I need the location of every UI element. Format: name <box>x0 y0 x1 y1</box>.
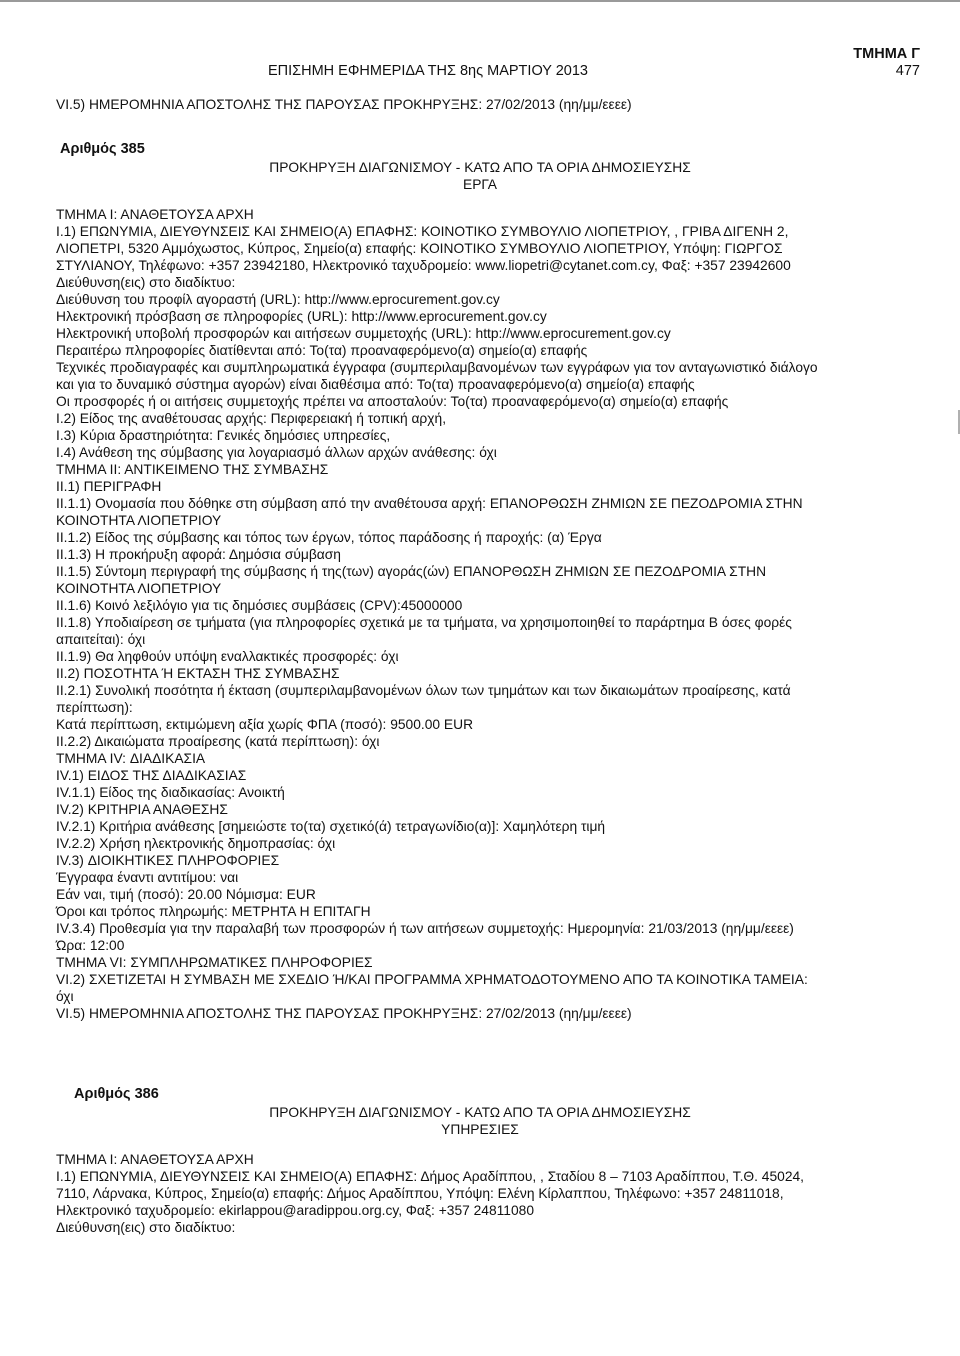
notice-385-title: ΠΡΟΚΗΡΥΞΗ ΔΙΑΓΩΝΙΣΜΟΥ - ΚΑΤΩ ΑΠΟ ΤΑ ΟΡΙΑ ΔΗΜΟΣΙΕΥΣΗΣ <box>269 160 691 175</box>
page-number: 477 <box>895 63 920 79</box>
text-line: IV.2.1) Κριτήρια ανάθεσης [σημειώστε το(τα) σχετικό(ά) τετραγωνίδιο(α)]: Χαμηλότερη τιμή <box>56 819 606 834</box>
text-line: VI.5) ΗΜΕΡΟΜΗΝΙΑ ΑΠΟΣΤΟΛΗΣ ΤΗΣ ΠΑΡΟΥΣΑΣ ΠΡΟΚΗΡΥΞΗΣ: 27/02/2013 (ηη/μμ/εεεε) <box>56 1006 632 1021</box>
text-line: Ι.4) Ανάθεση της σύμβασης για λογαριασμό άλλων αρχών ανάθεσης: όχι <box>56 445 497 460</box>
text-line: IV.1) ΕΙΔΟΣ ΤΗΣ ΔΙΑΔΙΚΑΣΙΑΣ <box>56 768 247 783</box>
text-line: Διεύθυνση του προφίλ αγοραστή (URL): http://www.eprocurement.gov.cy <box>56 292 500 307</box>
gazette-title: ΕΠΙΣΗΜΗ ΕΦΗΜΕΡΙΔΑ ΤΗΣ 8ης ΜΑΡΤΙΟΥ 2013 <box>268 63 588 79</box>
text-line: ΙΙ.2) ΠΟΣΟΤΗΤΑ Ή ΕΚΤΑΣΗ ΤΗΣ ΣΥΜΒΑΣΗΣ <box>56 666 340 681</box>
text-line: Περαιτέρω πληροφορίες διατίθενται από: Το(τα) προαναφερόμενο(α) σημείο(α) επαφής <box>56 343 588 358</box>
text-line: ΚΟΙΝΟΤΗΤΑ ΛΙΟΠΕΤΡΙΟΥ <box>56 581 222 596</box>
text-line: ΙΙ.1.1) Ονομασία που δόθηκε στη σύμβαση από την αναθέτουσα αρχή: ΕΠΑΝΟΡΘΩΣΗ ΖΗΜΙΩΝ ΣΕ ΠΕΖΟΔΡΟΜΙΑ ΣΤΗΝ <box>56 496 803 511</box>
text-line: όχι <box>56 989 74 1004</box>
text-line: Ι.1) ΕΠΩΝΥΜΙΑ, ΔΙΕΥΘΥΝΣΕΙΣ ΚΑΙ ΣΗΜΕΙΟ(Α) ΕΠΑΦΗΣ: Δήμος Αραδίππου, , Σταδίου 8 – 7103 Αραδίππου, Τ.Θ. 45024, <box>56 1169 804 1184</box>
text-line: IV.1.1) Είδος της διαδικασίας: Ανοικτή <box>56 785 285 800</box>
text-line: ΤΜΗΜΑ Ι: ΑΝΑΘΕΤΟΥΣΑ ΑΡΧΗ <box>56 1152 254 1167</box>
text-line: Ηλεκτρονικό ταχυδρομείο: ekirlappou@aradippou.org.cy, Φαξ: +357 24811080 <box>56 1203 534 1218</box>
text-line: Ι.2) Είδος της αναθέτουσας αρχής: Περιφερειακή ή τοπική αρχή, <box>56 411 447 426</box>
text-line: 7110, Λάρνακα, Κύπρος, Σημείο(α) επαφής: Δήμος Αραδίππου, Υπόψη: Ελένη Κίρλαππου, Τηλέφωνο: +357 24811018, <box>56 1186 784 1201</box>
text-line: ΙΙ.2.1) Συνολική ποσότητα ή έκταση (συμπεριλαμβανομένων όλων των τμημάτων και των δικαιωμάτων προαίρεσης, κατά <box>56 683 791 698</box>
text-line: Ι.3) Κύρια δραστηριότητα: Γενικές δημόσιες υπηρεσίες, <box>56 428 391 443</box>
text-line: Διεύθυνση(εις) στο διαδίκτυο: <box>56 1220 236 1235</box>
text-line: Τεχνικές προδιαγραφές και συμπληρωματικά έγγραφα (συμπεριλαμβανομένων των εγγράφων για τον ανταγωνιστικό διάλογο <box>56 360 818 375</box>
text-line: Εάν ναι, τιμή (ποσό): 20.00 Νόμισμα: EUR <box>56 887 316 902</box>
text-line: IV.2) ΚΡΙΤΗΡΙΑ ΑΝΑΘΕΣΗΣ <box>56 802 228 817</box>
text-line: ΙΙ.1.5) Σύντομη περιγραφή της σύμβασης ή της(των) αγοράς(ών) ΕΠΑΝΟΡΘΩΣΗ ΖΗΜΙΩΝ ΣΕ ΠΕΖΟΔΡΟΜΙΑ ΣΤΗΝ <box>56 564 767 579</box>
notice-385-type: ΕΡΓΑ <box>463 177 497 192</box>
text-line: ΚΟΙΝΟΤΗΤΑ ΛΙΟΠΕΤΡΙΟΥ <box>56 513 222 528</box>
notice-385-number: Αριθμός 385 <box>60 141 145 157</box>
text-line: ΣΤΥΛΙΑΝΟΥ, Τηλέφωνο: +357 23942180, Ηλεκτρονικό ταχυδρομείο: www.liopetri@cytanet.com.cy, Φαξ: +357 23942600 <box>56 258 791 273</box>
text-line: ΤΜΗΜΑ VI: ΣΥΜΠΛΗΡΩΜΑΤΙΚΕΣ ΠΛΗΡΟΦΟΡΙΕΣ <box>56 955 373 970</box>
text-line: Ηλεκτρονική υποβολή προσφορών και αιτήσεων συμμετοχής (URL): http://www.eprocurement.gov.cy <box>56 326 671 341</box>
text-line: Ώρα: 12:00 <box>56 938 125 953</box>
text-line: ΙΙ.1.3) Η προκήρυξη αφορά: Δημόσια σύμβαση <box>56 547 341 562</box>
notice-386-number: Αριθμός 386 <box>74 1086 159 1102</box>
scan-edge <box>0 0 960 2</box>
text-line: Διεύθυνση(εις) στο διαδίκτυο: <box>56 275 236 290</box>
text-line: απαιτείται): όχι <box>56 632 146 647</box>
text-line: ΙΙ.1.8) Υποδιαίρεση σε τμήματα (για πληροφορίες σχετικά με τα τμήματα, να χρησιμοποιηθεί το παράρτημα Β όσες φορές <box>56 615 792 630</box>
text-line: Ι.1) ΕΠΩΝΥΜΙΑ, ΔΙΕΥΘΥΝΣΕΙΣ ΚΑΙ ΣΗΜΕΙΟ(Α) ΕΠΑΦΗΣ: ΚΟΙΝΟΤΙΚΟ ΣΥΜΒΟΥΛΙΟ ΛΙΟΠΕΤΡΙΟΥ, , ΓΡΙΒΑ ΔΙΓΕΝΗ 2, <box>56 224 789 239</box>
text-line: Κατά περίπτωση, εκτιμώμενη αξία χωρίς ΦΠΑ (ποσό): 9500.00 EUR <box>56 717 474 732</box>
text-line: Ηλεκτρονική πρόσβαση σε πληροφορίες (URL): http://www.eprocurement.gov.cy <box>56 309 547 324</box>
text-line: Οι προσφορές ή οι αιτήσεις συμμετοχής πρέπει να αποσταλούν: Το(τα) προαναφερόμενο(α) σημείο(α) επαφής <box>56 394 729 409</box>
text-line: ΙΙ.1) ΠΕΡΙΓΡΑΦΗ <box>56 479 162 494</box>
section-label: ΤΜΗΜΑ Γ <box>853 46 920 62</box>
text-line: ΤΜΗΜΑ ΙΙ: ΑΝΤΙΚΕΙΜΕΝΟ ΤΗΣ ΣΥΜΒΑΣΗΣ <box>56 462 329 477</box>
text-line: Όροι και τρόπος πληρωμής: ΜΕΤΡΗΤΑ Η ΕΠΙΤΑΓΗ <box>56 904 371 919</box>
text-line: ΛΙΟΠΕΤΡΙ, 5320 Αμμόχωστος, Κύπρος, Σημείο(α) επαφής: ΚΟΙΝΟΤΙΚΟ ΣΥΜΒΟΥΛΙΟ ΛΙΟΠΕΤΡΙΟΥ, Υπόψη: ΓΙΩΡΓΟΣ <box>56 241 783 256</box>
text-line: IV.3.4) Προθεσμία για την παραλαβή των προσφορών ή των αιτήσεων συμμετοχής: Ημερομηνία: 21/03/2013 (ηη/μμ/εεεε) <box>56 921 794 936</box>
text-line: IV.3) ΔΙΟΙΚΗΤΙΚΕΣ ΠΛΗΡΟΦΟΡΙΕΣ <box>56 853 280 868</box>
text-line: ΙΙ.1.2) Είδος της σύμβασης και τόπος των έργων, τόπος παράδοσης ή παροχής: (α) Έργα <box>56 530 602 545</box>
notice-386-type: ΥΠΗΡΕΣΙΕΣ <box>441 1122 519 1137</box>
text-line: ΙΙ.2.2) Δικαιώματα προαίρεσης (κατά περίπτωση): όχι <box>56 734 380 749</box>
text-line: ΙΙ.1.9) Θα ληφθούν υπόψη εναλλακτικές προσφορές: όχι <box>56 649 399 664</box>
text-line: IV.2.2) Χρήση ηλεκτρονικής δημοπρασίας: όχι <box>56 836 336 851</box>
text-line: VI.2) ΣΧΕΤΙΖΕΤΑΙ Η ΣΥΜΒΑΣΗ ΜΕ ΣΧΕΔΙΟ Ή/ΚΑΙ ΠΡΟΓΡΑΜΜΑ ΧΡΗΜΑΤΟΔΟΤΟΥΜΕΝΟ ΑΠΟ ΤΑ ΚΟΙΝΟΤΙΚΑ ΤΑΜΕΙΑ: <box>56 972 808 987</box>
text-line: και για το δυναμικό σύστημα αγορών) είναι διαθέσιμα από: Το(τα) προαναφερόμενο(α) σημείο(α) επαφής <box>56 377 695 392</box>
text-line: περίπτωση): <box>56 700 133 715</box>
notice-386-title: ΠΡΟΚΗΡΥΞΗ ΔΙΑΓΩΝΙΣΜΟΥ - ΚΑΤΩ ΑΠΟ ΤΑ ΟΡΙΑ ΔΗΜΟΣΙΕΥΣΗΣ <box>269 1105 691 1120</box>
text-line: ΤΜΗΜΑ Ι: ΑΝΑΘΕΤΟΥΣΑ ΑΡΧΗ <box>56 207 254 222</box>
text-line: Έγγραφα έναντι αντιτίμου: ναι <box>56 870 239 885</box>
text-line: ΤΜΗΜΑ IV: ΔΙΑΔΙΚΑΣΙΑ <box>56 751 206 766</box>
prev-dispatch-date: VI.5) ΗΜΕΡΟΜΗΝΙΑ ΑΠΟΣΤΟΛΗΣ ΤΗΣ ΠΑΡΟΥΣΑΣ ΠΡΟΚΗΡΥΞΗΣ: 27/02/2013 (ηη/μμ/εεεε) <box>56 97 632 112</box>
text-line: ΙΙ.1.6) Κοινό λεξιλόγιο για τις δημόσιες συμβάσεις (CPV):45000000 <box>56 598 463 613</box>
